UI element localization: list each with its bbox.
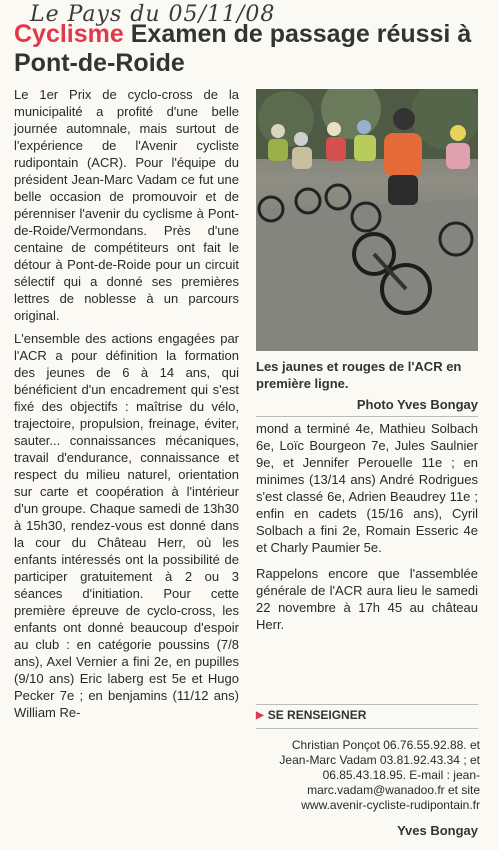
photo-credit: Photo Yves Bongay (356, 397, 478, 412)
triangle-bullet-icon: ▶ (256, 709, 264, 721)
info-title-text: SE RENSEIGNER (267, 708, 367, 722)
cyclists-photo (256, 89, 478, 351)
headline-kicker: Cyclisme (14, 20, 124, 48)
divider (256, 416, 478, 417)
info-box-body: Christian Ponçot 06.76.55.92.88. et Jean-Marc Vadam 03.81.92.43.34 ; et 06.85.43.18.95. E-mail : jean-marc.vadam@wanadoo.fr et site www.avenir-cycliste-rudipontain.fr (279, 738, 480, 812)
divider (256, 704, 478, 705)
headline (14, 20, 492, 78)
handwritten-date-note: Le Pays du 05/11/08 (30, 2, 276, 27)
article-column-left (14, 86, 239, 727)
info-box-title (256, 708, 478, 722)
article-paragraph: Rappelons encore que l'assemblée générale de l'ACR aura lieu le samedi 22 novembre à 17h 45 au château Herr. (256, 566, 478, 632)
divider (256, 728, 478, 729)
article-paragraph: Le 1er Prix de cyclo-cross de la municipalité a profité d'une belle journée automnale, mais surtout de l'expérience de l'Avenir cycliste rudipontain (ACR). Pour l'équipe du président Jean-Marc Vadam ce fut une belle occasion de promouvoir et de pérenniser l'avenir du cyclisme à Pont-de-Roide/Vermondans. Près d'une centaine de compétiteurs ont fait le détour à Pont-de-Roide pour un circuit sélectif qui a donné ses premières lettres de noblesse à un parcours original. (14, 87, 239, 323)
photo-caption: Les jaunes et rouges de l'ACR en première ligne. (256, 359, 462, 391)
article-column-right (256, 420, 478, 642)
article-paragraph: mond a terminé 4e, Mathieu Solbach 6e, Loïc Bourgeon 7e, Jules Saulnier 9e, et Jennifer Perouelle 11e ; en minimes (13/14 ans) André Rodrigues s'est classé 6e, Adrien Beaudrey 11e ; enfin en cadets (15/16 ans), Cyril Solbach a fini 2e, Romain Esseric 4e et Charly Paumier 5e. (256, 421, 478, 555)
headline-title: Examen de passage réussi à Pont-de-Roide (14, 20, 472, 77)
cyclists-photo-illustration (256, 89, 478, 351)
article-paragraph: L'ensemble des actions engagées par l'ACR a pour définition la formation des jeunes de 6 à 14 ans, qui bénéficient d'un encadrement qui s'est fixé des objectifs : maîtrise du vélo, trajectoire, propulsion, freinage, éviter, sauter... connaissances mécaniques, travail d'endurance, connaissance et respect du milieu naturel, orientation sur carte et coopération à l'intérieur d'un groupe. Chaque samedi de 13h30 à 15h30, rendez-vous est donné dans la cour du Château Herr, où les enfants intéressés ont la possibilité de participer gratuitement à 2 ou 3 séances d'initiation. Pour cette première épreuve de cyclo-cross, les enfants ont donné beaucoup d'espoir au club : en catégorie poussins (7/8 ans), Axel Vernier a fini 2e, en pupilles (9/10 ans) Eric laberg est 5e et Hugo Pecker 7e ; en benjamins (11/12 ans) William Re- (14, 331, 239, 720)
author-signature: Yves Bongay (397, 823, 478, 838)
